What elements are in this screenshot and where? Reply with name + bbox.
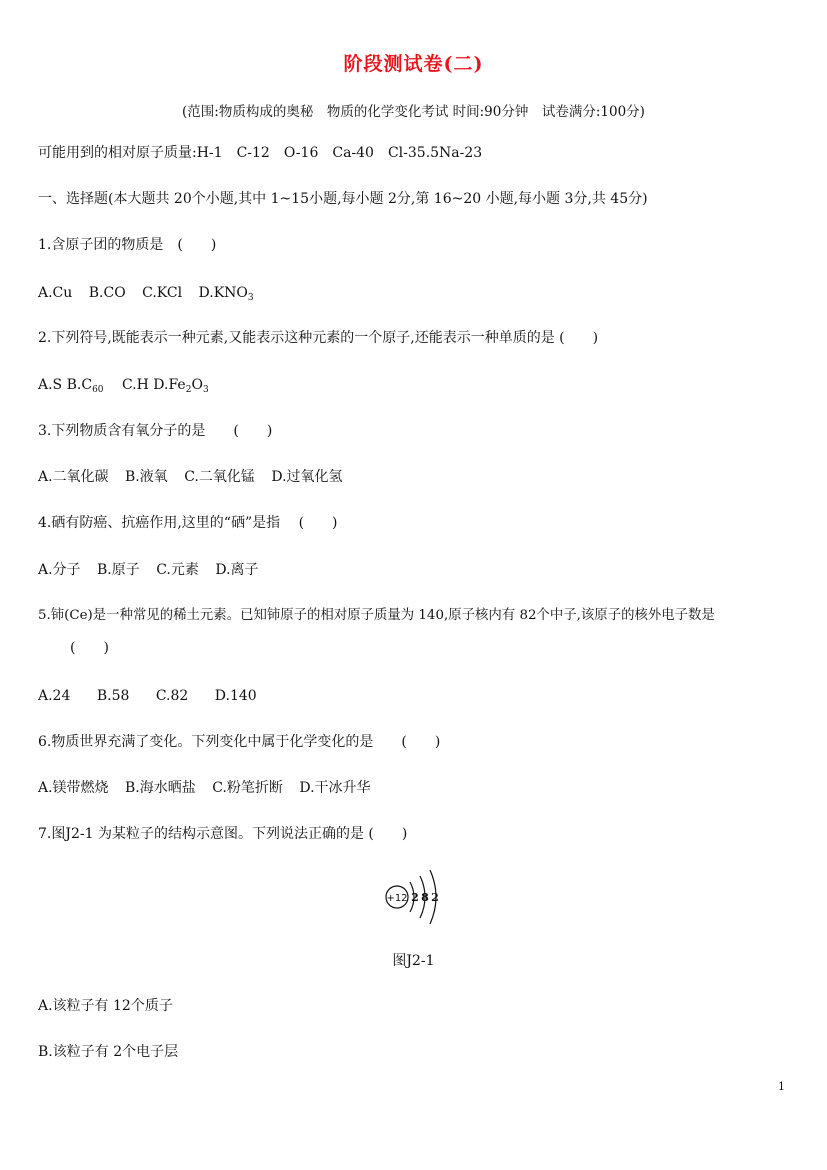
question-2-options — [38, 375, 209, 395]
page-number: 1 — [778, 1080, 785, 1093]
question-6-stem: 6.物质世界充满了变化。下列变化中属于化学变化的是 ( ) — [38, 734, 441, 750]
question-4-stem: 4.硒有防癌、抗癌作用,这里的“硒”是指 ( ) — [38, 515, 338, 531]
page-title: 阶段测试卷(二) — [343, 53, 484, 75]
option-b: B.CO — [88, 285, 126, 301]
shell-1-electrons: 2 — [411, 891, 419, 904]
option-c: C.KCl — [142, 285, 183, 301]
option-d: D.干冰升华 — [299, 780, 371, 796]
option-d: D.离子 — [215, 562, 259, 578]
option-a: A.二氧化碳 — [38, 469, 109, 485]
nucleus-charge: +12 — [386, 893, 408, 904]
option-a: A.镁带燃烧 — [38, 780, 109, 796]
option-d: $D.Fe_2O_3$ — [153, 377, 209, 395]
option-c: C.二氧化锰 — [184, 469, 255, 485]
option-a: A.分子 — [38, 562, 81, 578]
question-6-options — [38, 778, 383, 798]
question-3-stem: 3.下列物质含有氧分子的是 ( ) — [38, 423, 273, 439]
option-d: D.过氧化氢 — [271, 469, 343, 485]
question-5-stem-continued: ( ) — [70, 640, 109, 656]
question-1-stem: 1.含原子团的物质是 ( ) — [38, 237, 217, 253]
option-c: C.H — [121, 377, 149, 393]
option-b: $B.C_{60}$ — [66, 377, 104, 395]
question-7-option-b: B.该粒子有 2个电子层 — [38, 1044, 179, 1060]
question-5-options — [38, 686, 269, 706]
option-a: A.Cu — [38, 285, 73, 301]
option-d: D.140 — [214, 688, 257, 704]
section-heading: 一、选择题(本大题共 20个小题,其中 1~15小题,每小题 2分,第 16~20 小题,每小题 3分,共 45分) — [38, 191, 648, 207]
shell-2-electrons: 8 — [421, 891, 429, 904]
question-2-stem: 2.下列符号,既能表示一种元素,又能表示这种元素的一个原子,还能表示一种单质的是 ( ) — [38, 330, 599, 346]
question-3-options — [38, 467, 355, 487]
option-a: A.S — [38, 377, 63, 393]
question-7-option-a: A.该粒子有 12个质子 — [38, 998, 173, 1014]
option-b: B.58 — [96, 688, 130, 704]
option-b: B.海水晒盐 — [125, 780, 196, 796]
question-1-options — [38, 283, 266, 303]
option-b: B.液氧 — [125, 469, 168, 485]
figure-caption: 图J2-1 — [392, 953, 435, 969]
particle-structure-diagram — [380, 866, 450, 924]
option-c: C.82 — [155, 688, 189, 704]
option-b: B.原子 — [97, 562, 140, 578]
question-4-options — [38, 560, 271, 580]
option-d: $D.KNO_3$ — [198, 285, 254, 303]
option-a: A.24 — [38, 688, 71, 704]
option-c: C.元素 — [156, 562, 199, 578]
exam-scope-info: (范围:物质构成的奥秘 物质的化学变化考试 时间:90分钟 试卷满分:100分) — [182, 104, 645, 120]
shell-3-electrons: 2 — [431, 891, 439, 904]
atomic-masses-note: 可能用到的相对原子质量:H-1 C-12 O-16 Ca-40 Cl-35.5Na-23 — [38, 145, 483, 161]
question-5-stem: 5.铈(Ce)是一种常见的稀土元素。已知铈原子的相对原子质量为 140,原子核内有 82个中子,该原子的核外电子数是 — [38, 608, 715, 623]
question-7-stem: 7.图J2-1 为某粒子的结构示意图。下列说法正确的是 ( ) — [38, 826, 408, 842]
option-c: C.粉笔折断 — [212, 780, 283, 796]
